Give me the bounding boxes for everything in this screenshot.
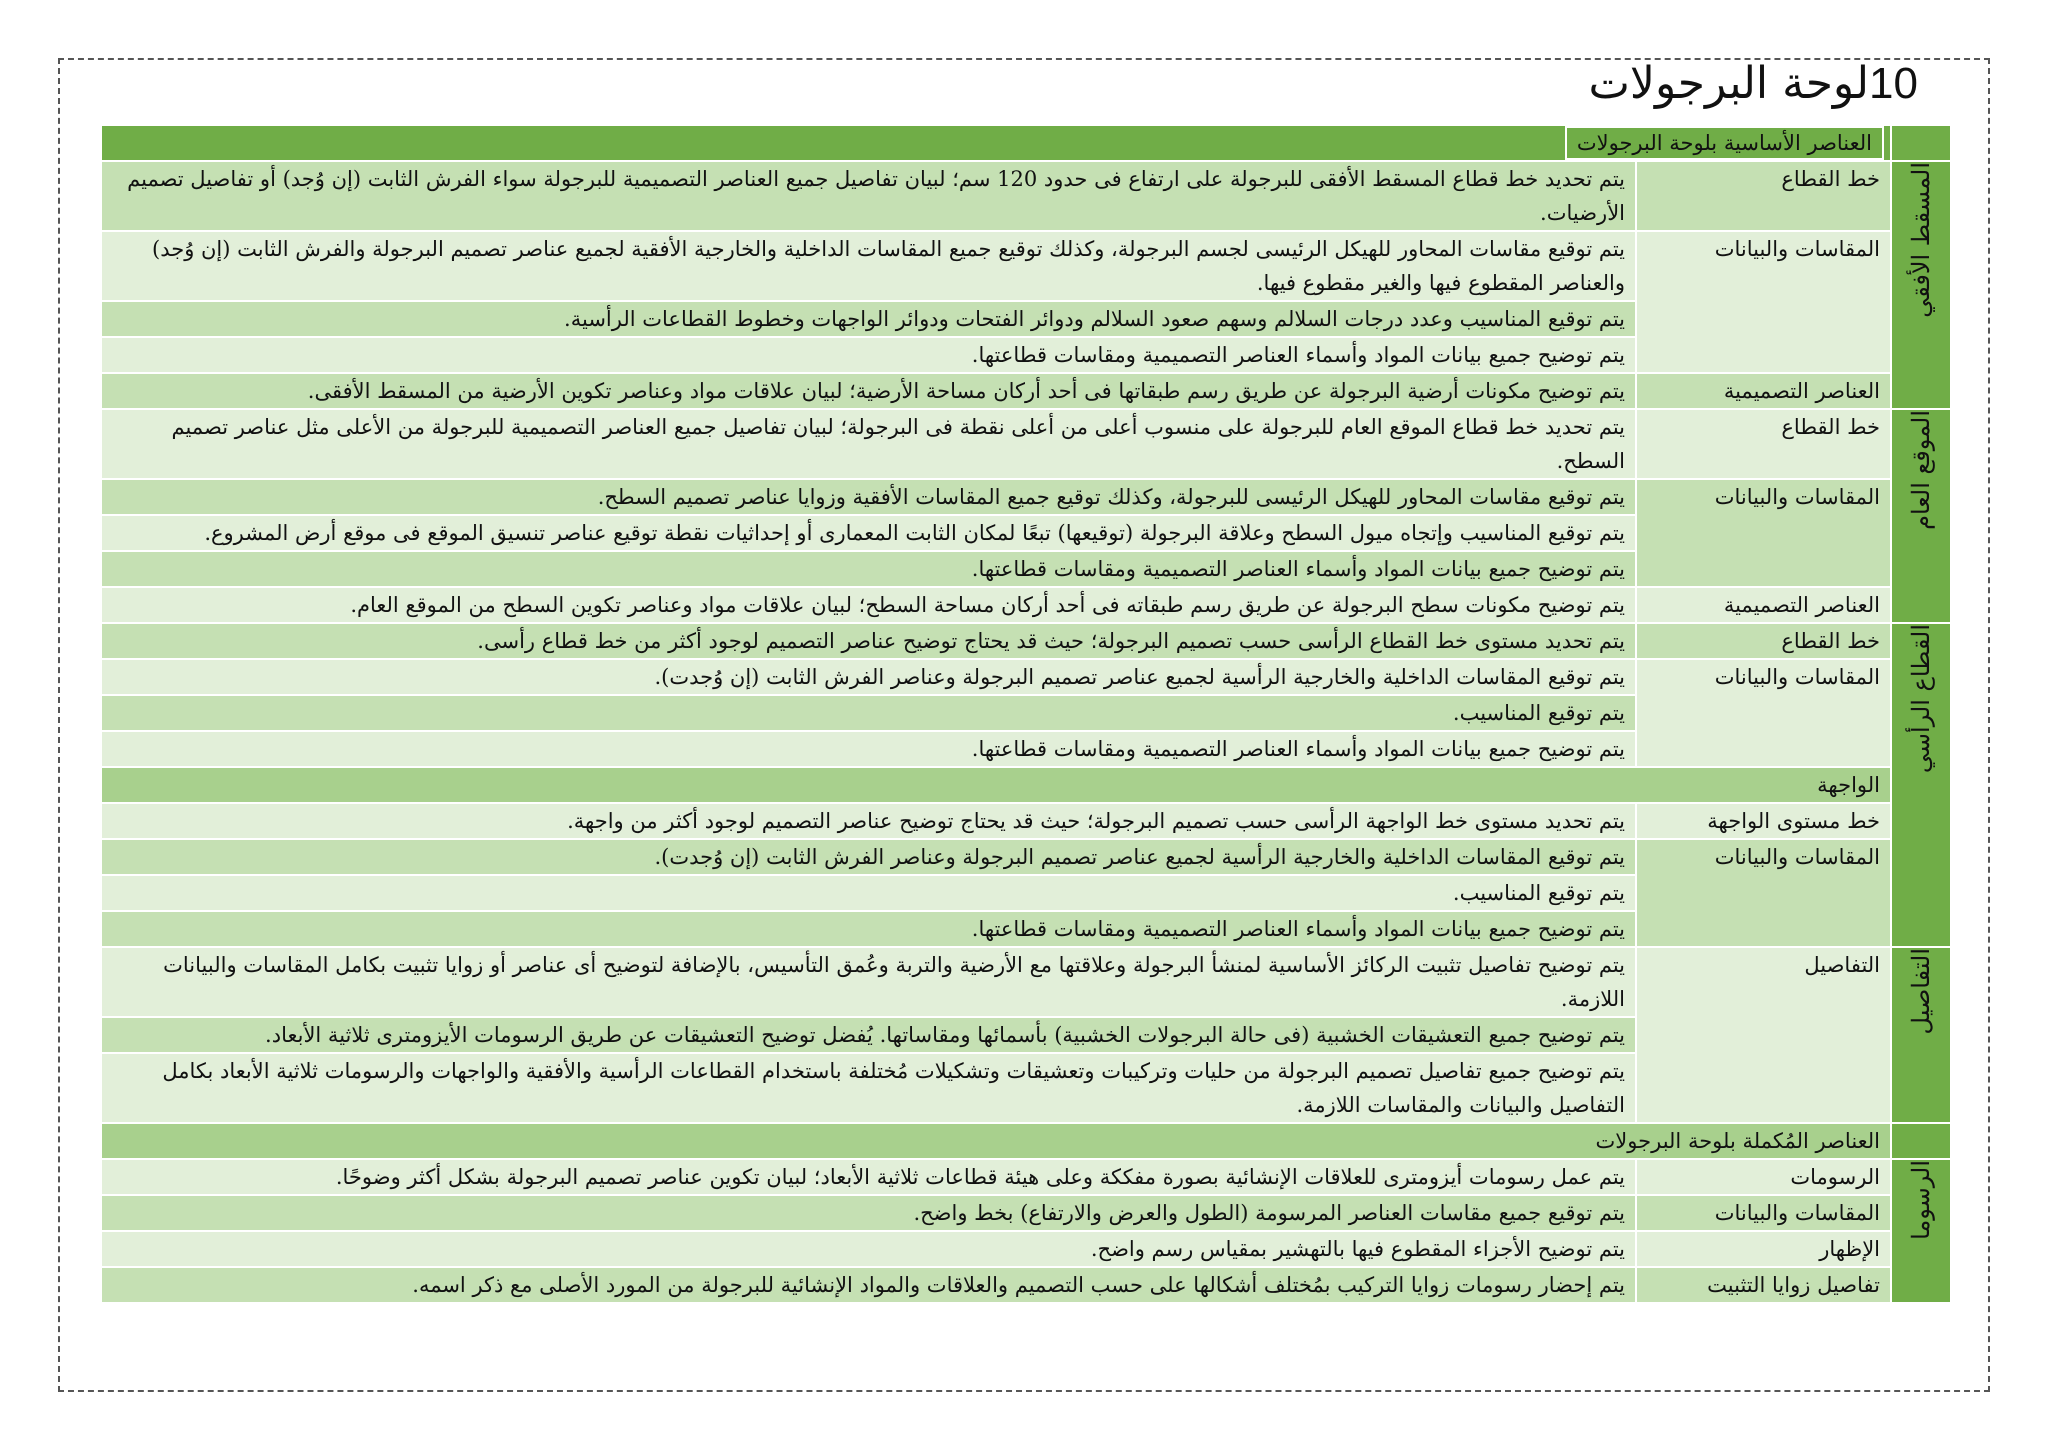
table-row: المقاسات والبيانات يتم توقيع مقاسات المحاور للهيكل الرئيسى للبرجولة، وكذلك توقيع جميع المقاسات الأفقية وزوايا عناصر تصميم السطح. — [101, 479, 1951, 515]
table-row: العناصر التصميمية يتم توضيح مكونات سطح البرجولة عن طريق رسم طبقاته فى أحد أركان مساحة السطح؛ لبيان علاقات مواد وعناصر تكوين السطح من الموقع العام. — [101, 587, 1951, 623]
page-title — [1589, 56, 1919, 112]
section-header-basic — [101, 125, 1951, 161]
section-title-complementary: العناصر المُكملة بلوحة البرجولات — [101, 1123, 1891, 1159]
group-label-site: الموقع العام — [1891, 409, 1951, 623]
table-row: يتم توقيع المناسيب. — [101, 695, 1951, 731]
table-row: المقاسات والبيانات يتم توقيع المقاسات الداخلية والخارجية الرأسية لجميع عناصر تصميم البرجولة وعناصر الفرش الثابت (إن وُجدت). — [101, 839, 1951, 875]
table-row: يتم توضيح جميع بيانات المواد وأسماء العناصر التصميمية ومقاسات قطاعتها. — [101, 911, 1951, 947]
group-label-drawings: الرسوما — [1891, 1159, 1951, 1303]
table-row: خط مستوى الواجهة يتم تحديد مستوى خط الواجهة الرأسى حسب تصميم البرجولة؛ حيث قد يحتاج توضيح عناصر التصميم لوجود أكثر من واجهة. — [101, 803, 1951, 839]
title-number: 10 — [1869, 59, 1918, 108]
table-row: يتم توضيح جميع بيانات المواد وأسماء العناصر التصميمية ومقاسات قطاعتها. — [101, 337, 1951, 373]
pergola-requirements-table — [100, 124, 1952, 1304]
title-text: لوحة البرجولات — [1588, 58, 1870, 109]
section-title-basic: العناصر الأساسية بلوحة البرجولات — [1565, 126, 1884, 160]
group-label-plan: المسقط الأفقي — [1891, 161, 1951, 409]
table-row: تفاصيل زوايا التثبيت يتم إحضار رسومات زوايا التركيب بمُختلف أشكالها على حسب التصميم والعلاقات والمواد الإنشائية للبرجولة من المورد الأصلى مع ذكر اسمه. — [101, 1267, 1951, 1303]
group-label-details: التفاصيل — [1891, 947, 1951, 1123]
table-row: يتم توضيح جميع التعشيقات الخشبية (فى حالة البرجولات الخشبية) بأسمائها ومقاساتها. يُفضل توضيح التعشيقات عن طريق الرسومات الأيزومترى ثلاثية الأبعاد. — [101, 1017, 1951, 1053]
table-row: يتم توضيح جميع بيانات المواد وأسماء العناصر التصميمية ومقاسات قطاعتها. — [101, 551, 1951, 587]
table-row: العناصر التصميمية يتم توضيح مكونات أرضية البرجولة عن طريق رسم طبقاتها فى أحد أركان مساحة الأرضية؛ لبيان علاقات مواد وعناصر تكوين الأرضية من المسقط الأفقى. — [101, 373, 1951, 409]
table-row: المسقط الأفقي خط القطاع يتم تحديد خط قطاع المسقط الأفقى للبرجولة على ارتفاع فى حدود 120 سم؛ لبيان تفاصيل جميع العناصر التصميمية للبرجولة سواء الفرش الثابت (إن وُجد) أو تفاصيل تصميم الأرضيات. — [101, 161, 1951, 231]
facade-subheader: الواجهة — [101, 767, 1891, 803]
table-row: يتم توقيع المناسيب وعدد درجات السلالم وسهم صعود السلالم ودوائر الفتحات ودوائر الواجهات وخطوط القطاعات الرأسية. — [101, 301, 1951, 337]
table-row: المقاسات والبيانات يتم توقيع المقاسات الداخلية والخارجية الرأسية لجميع عناصر تصميم البرجولة وعناصر الفرش الثابت (إن وُجدت). — [101, 659, 1951, 695]
table-row: الموقع العام خط القطاع يتم تحديد خط قطاع الموقع العام للبرجولة على منسوب أعلى من أعلى نقطة فى البرجولة؛ لبيان تفاصيل جميع العناصر التصميمية للبرجولة من الأعلى مثل عناصر تصميم السطح. — [101, 409, 1951, 479]
table-row: يتم توقيع المناسيب. — [101, 875, 1951, 911]
table-row: التفاصيل التفاصيل يتم توضيح تفاصيل تثبيت الركائز الأساسية لمنشأ البرجولة وعلاقتها مع الأرضية والتربة وعُمق التأسيس، بالإضافة لتوضيح أى عناصر أو زوايا تثبيت بكامل المقاسات والبيانات اللازمة. — [101, 947, 1951, 1017]
table-row: المقاسات والبيانات يتم توقيع مقاسات المحاور للهيكل الرئيسى لجسم البرجولة، وكذلك توقيع جميع المقاسات الداخلية والخارجية الأفقية لجميع عناصر تصميم البرجولة والفرش الثابت (إن وُجد) والعناصر المقطوع فيها والغير مقطوع فيها. — [101, 231, 1951, 301]
group-label-section: القطاع الرأسي — [1891, 623, 1951, 947]
table-row: يتم توضيح جميع بيانات المواد وأسماء العناصر التصميمية ومقاسات قطاعتها. — [101, 731, 1951, 767]
table-row: الرسوما الرسومات يتم عمل رسومات أيزومترى للعلاقات الإنشائية بصورة مفككة وعلى هيئة قطاعات ثلاثية الأبعاد؛ لبيان تكوين عناصر تصميم البرجولة بشكل أكثر وضوحًا. — [101, 1159, 1951, 1195]
table-row: المقاسات والبيانات يتم توقيع جميع مقاسات العناصر المرسومة (الطول والعرض والارتفاع) بخط واضح. — [101, 1195, 1951, 1231]
section-header-complementary — [101, 1123, 1951, 1159]
table-row: يتم توقيع المناسيب وإتجاه ميول السطح وعلاقة البرجولة (توقيعها) تبعًا لمكان الثابت المعمارى أو إحداثيات نقطة توقيع عناصر تنسيق الموقع فى موقع أرض المشروع. — [101, 515, 1951, 551]
table-row: يتم توضيح جميع تفاصيل تصميم البرجولة من حليات وتركيبات وتعشيقات وتشكيلات مُختلفة باستخدام القطاعات الرأسية والأفقية والواجهات والرسومات ثلاثية الأبعاد بكامل التفاصيل والبيانات والمقاسات اللازمة. — [101, 1053, 1951, 1123]
table-row: القطاع الرأسي خط القطاع يتم تحديد مستوى خط القطاع الرأسى حسب تصميم البرجولة؛ حيث قد يحتاج توضيح عناصر التصميم لوجود أكثر من خط قطاع رأسى. — [101, 623, 1951, 659]
table-row — [101, 767, 1951, 803]
table-row: الإظهار يتم توضيح الأجزاء المقطوع فيها بالتهشير بمقياس رسم واضح. — [101, 1231, 1951, 1267]
